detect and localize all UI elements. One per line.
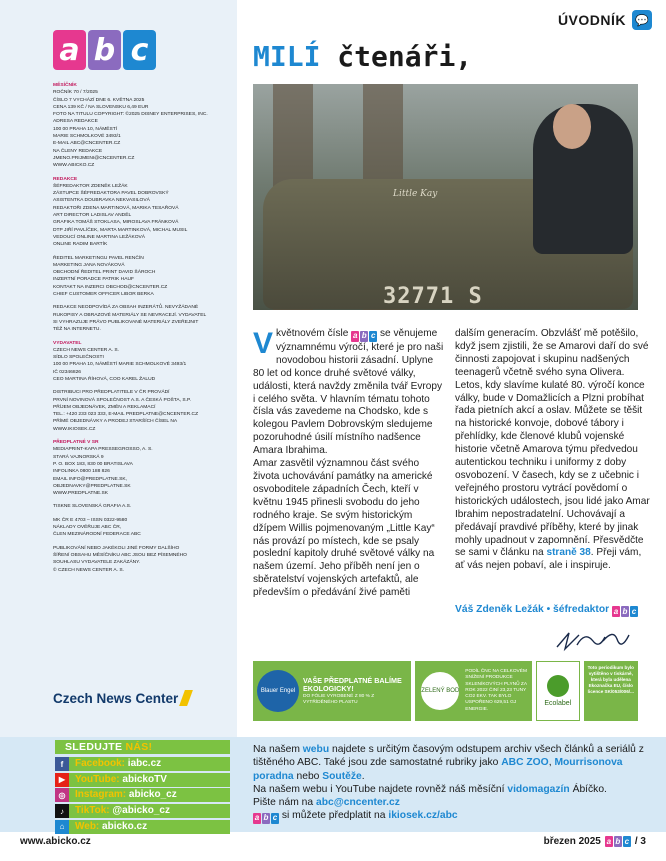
imprint-block [53, 304, 231, 333]
imprint-block [53, 439, 231, 497]
imprint-line: INZERTNÍ PORADCE PATRIK HAUF [53, 277, 134, 283]
imprint-block [53, 176, 231, 249]
imprint-line: CENA 139 KČ / NA SLOVENSKU 6,49 EUR [53, 104, 149, 110]
imprint-line: 100 00 PRAHA 10, NÁMĚSTÍ [53, 126, 118, 132]
jeep-script-label: Little Kay [393, 189, 438, 199]
cnc-slash-icon [179, 690, 193, 706]
ecolabel-badge: Ecolabel [536, 661, 580, 721]
imprint-line: CEO MARTINA ŘÍHOVÁ, COO KAREL ŽALUD [53, 376, 156, 382]
imprint-line: OBCHODNÍ ŘEDITEL PRINT DAVID ŠÁROCH [53, 270, 156, 276]
page-number: / 3 [634, 836, 646, 847]
article-column-2: dalším generacím. Obzvlášť mě potěšilo, když jsem zjistili, že se Amarovi daří do své činnosti zapojovat i skupinu nadšených teenagerů včetně svého syna Olivera. Letos, kdy slavíme kulaté 80. výročí konce války, bude v Domažlicích a Plzni probíhat řada pietních akcí a oslav. Můžete se těšit na historické konvoje, dobové tábory i přehlídky, kde členové klubů vojenské historie včetně Amarova týmu předvedou autentickou techniku i uniformy z doby osvobození. V časech, kdy se z učebnic i veřejného prostoru vytrácí povědomí o historických událostech, jsou lidé jako Amar Ibrahim nepostradatelní. Uchovávají a předávají pravdivé příběhy, které by jinak mohly upadnout v zapomnění. Přesvědčte se sami v článku na straně 38. Přeji vám, ať vás nejen pobaví, ale i inspiruje. [455, 328, 650, 572]
vidomagazin-link[interactable]: vidomagazín [507, 783, 570, 795]
imprint-block [53, 545, 231, 574]
green-dot-icon: ZELENÝ BOD [419, 670, 461, 712]
social-link-tiktok[interactable]: ♪ TikTok: @abicko_cz [55, 804, 230, 818]
imprint-line: SI VYHRAZUJE PRÁVO PUBLIKOVANÉ MATERIÁLY ZVEŘEJNIT [53, 319, 199, 325]
imprint-line: MARIE SCHMOLKOVÉ 3493/1 [53, 134, 121, 140]
imprint-line: MARKETING JANA NOVÁKOVÁ [53, 262, 125, 268]
follow-us-header: SLEDUJTE NÁS! [55, 740, 230, 754]
imprint-line: REDAKCE NEODPOVÍDÁ ZA OBSAH INZERÁTŮ. NEVYŽÁDANÉ [53, 305, 199, 311]
social-link-youtube[interactable]: ▶ YouTube: abickoTV [55, 773, 230, 787]
facebook-icon: f [55, 757, 69, 771]
imprint-line: ROČNÍK 70 / 7/2025 [53, 90, 98, 96]
imprint-line: SÍDLO SPOLEČNOSTI [53, 355, 104, 361]
imprint-line: REDAKTOŘI ZDENA MARTINOVÁ, MARIKA TESAŘOVÁ [53, 205, 179, 211]
czech-news-center-logo: Czech News Center [53, 690, 190, 706]
imprint-line: PŘÍJEM OBJEDNÁVEK, ZMĚN A REKLAMACÍ [53, 404, 156, 410]
imprint-block [53, 82, 231, 170]
imprint-line: © CZECH NEWS CENTER A. S. [53, 567, 124, 573]
imprint-line: ŠÉFREDAKTOR ZDENĚK LEŽÁK [53, 183, 128, 189]
imprint-line: TISKNE SLOVENSKÁ GRAFIA A.S. [53, 504, 132, 510]
imprint-line: ONLINE RADIM BARTÍK [53, 242, 108, 248]
social-link-facebook[interactable]: f Facebook: iabc.cz [55, 757, 230, 771]
imprint-line: WWW.ABICKO.CZ [53, 163, 95, 169]
speech-bubble-icon: 💬 [632, 10, 652, 30]
imprint-heading: PŘEDPLATNÉ V SR [53, 440, 99, 446]
imprint-line: ART DIRECTOR LADISLAV ANDĚL [53, 213, 132, 219]
section-label: ÚVODNÍK 💬 [558, 10, 652, 30]
imprint-line: ADRESA REDAKCE [53, 119, 98, 125]
abc-mini-logo: a b c [352, 331, 376, 340]
person-head-shape [553, 104, 591, 149]
imprint-line: WWW.PREDPLATNE.SK [53, 491, 109, 497]
imprint-line: PUBLIKOVÁNÍ NEBO JAKÉKOLI JINÉ FORMY DALŠÍHO [53, 545, 180, 551]
abc-mini-logo: a b c [254, 813, 278, 823]
imprint-line: GRAFIKA TOMÁŠ STOKLASA, MIROSLAVA FRÁNKOVÁ [53, 220, 179, 226]
youtube-icon: ▶ [55, 773, 69, 787]
email-link[interactable]: abc@cncenter.cz [315, 797, 400, 809]
jeep-plate: 32771 S [383, 284, 483, 309]
imprint-block [53, 255, 231, 299]
mourrison-link[interactable]: Mourrisonova poradna [253, 757, 623, 782]
imprint-line: ASISTENTKA DOUBRAVKA NEKVASILOVÁ [53, 198, 150, 204]
imprint-line: OBJEDNAVKY@PREDPLATNE.SK [53, 483, 131, 489]
imprint-line: MK ČR E 4703 – ISSN 0322-9580 [53, 517, 128, 523]
editor-signature-line: Váš Zdeněk Ležák • šéfredaktor a b c [455, 604, 637, 616]
imprint-line: PŘÍMÉ OBJEDNÁVKY A PRODEJ STARŠÍCH ČÍSEL NA [53, 419, 178, 425]
imprint-line: INFOLINKA 0800 188 826 [53, 469, 110, 475]
social-link-web[interactable]: ⌂ Web: abicko.cz [55, 820, 230, 834]
web-icon: ⌂ [55, 820, 69, 834]
page-title: MILÍ čtenáři, [253, 40, 473, 73]
imprint-line: SOUHLASU VYDAVATELE ZAKÁZÁNY. [53, 560, 141, 566]
tiktok-icon: ♪ [55, 804, 69, 818]
souteze-link[interactable]: Soutěže [322, 770, 362, 782]
imprint-line: DTP JIŘÍ PAVLÍČEK, MARTA MARTINKOVÁ, MICHAL MUSIL [53, 227, 188, 233]
imprint-line: E-MAIL ABC@CNCENTER.CZ [53, 141, 121, 147]
imprint-text [53, 82, 231, 580]
imprint-line: TÉŽ NA INTERNETU. [53, 327, 101, 333]
imprint-line: 100 00 PRAHA 10, NÁMĚSTÍ MARIE SCHMOLKOVÉ 3493/1 [53, 362, 187, 368]
article-column-1: V květnovém čísle a b c se věnujeme významnému výročí, které je pro naši novodobou historii zásadní. Uplyne 80 let od konce druhé světové války, události, která navždy změnila tvář Evropy i celého světa. V hlavním tématu tohoto čísla vás zavedeme na Chodsko, kde s kolegou Pavlem Dobrovským sledujeme pozoruhodné úsilí místního nadšence Amara Ibrahima. Amar zasvětil významnou část svého života uchovávání památky na americké osvoboditele západních Čech, kteří v květnu 1945 přinesli svobodu do jeho rodného kraje. Se svým historickým džípem Willis pojmenovaným „Little Kay“ nás provází po místech, kde se psaly poslední kapitoly druhé světové války na našem území. Jeho příběh není jen o sběratelství vojenských artefaktů, ale především o předávání živé paměti [253, 327, 444, 599]
abc-mini-logo: a b c [606, 837, 630, 846]
abc-logo: a b c [53, 30, 156, 70]
eco-packaging-badge: Blauer Engel VAŠE PŘEDPLATNÉ BALÍME EKOLOGICKY! DO FÓLIE VYROBENÉ Z 80 % Z VYTŘÍDĚNÉHO PLASTU [253, 661, 411, 721]
imprint-line: KONTAKT NA INZERCI OBCHOD@CNCENTER.CZ [53, 284, 168, 290]
handwritten-signature [555, 627, 635, 653]
imprint-line: CZECH NEWS CENTER A. S. [53, 347, 120, 353]
imprint-line: P. O. BOX 183, 830 00 BRATISLAVA [53, 461, 133, 467]
imprint-heading: VYDAVATEL [53, 340, 82, 346]
imprint-block [53, 517, 231, 539]
eco-badges [253, 661, 638, 721]
editor-photo [253, 84, 638, 310]
imprint-line: ZÁSTUPCE ŠÉFREDAKTORA PAVEL DOBROVSKÝ [53, 191, 169, 197]
imprint-line: PRVNÍ NOVINOVÁ SPOLEČNOST A.S. A ČESKÁ POŠTA, S.P. [53, 397, 191, 403]
imprint-line: FOTO NA TITULU COPYRIGHT: ©2025 DISNEY ENTERPRISES, INC. [53, 112, 208, 118]
imprint-line: ŠÍŘENÍ OBSAHU MĚSÍČNÍKU ABC JSOU BEZ PÍSEMNÉHO [53, 552, 187, 558]
imprint-block [53, 503, 231, 510]
web-info-text: Na našem webu najdete s určitým časovým odstupem archiv všech článků a seriálů z tištěného ABC. Také jsou zde samostatné rubriky jako ABC ZOO, Mourrisonova poradna nebo Soutěže. Na našem webu i YouTube najdete rovněž náš měsíční vidomagazín Ábíčko. Pište nám na abc@cncenter.cz a b c si můžete předplatit na ikiosek.cz/abc [253, 744, 644, 823]
imprint-line: NA ČLENY REDAKCE [53, 148, 103, 154]
imprint-line: VEDOUCÍ ONLINE MARTINA LEŽÁKOVÁ [53, 234, 146, 240]
imprint-line: ŘEDITEL MARKETINGU PAVEL RENČÍN [53, 255, 144, 261]
imprint-line: STARÁ VAJNORSKÁ 9 [53, 454, 104, 460]
social-link-instagram[interactable]: ◎ Instagram: abicko_cz [55, 788, 230, 802]
imprint-line: RUKOPISY A OBRAZOVÉ MATERIÁLY SE NEVRACEJÍ. VYDAVATEL [53, 312, 207, 318]
footer-url[interactable]: www.abicko.cz [20, 836, 91, 847]
imprint-line: JMENO.PRIJMENI@CNCENTER.CZ [53, 155, 135, 161]
imprint-block [53, 340, 231, 384]
follow-us-box [55, 740, 230, 835]
eu-flower-icon [547, 675, 569, 697]
imprint-line: MEDIAPRINT-KAPA PRESSEGROSSO, A. S. [53, 447, 153, 453]
imprint-line: IČ 02346826 [53, 369, 82, 375]
imprint-line: ČLEN MEZINÁRODNÍ FEDERACE ABC [53, 532, 141, 538]
imprint-heading: REDAKCE [53, 176, 78, 182]
abc-zoo-link[interactable]: ABC ZOO [501, 757, 549, 769]
ecolabel-note: Toto periodikum bylo vytištěno v tiskárně, která byla udělena Ekoznačka EU, číslo licence SK/053/006/... [584, 661, 638, 721]
blue-angel-icon: Blauer Engel [257, 670, 299, 712]
instagram-icon: ◎ [55, 788, 69, 802]
imprint-block [53, 389, 231, 433]
imprint-line: ČÍSLO 7 VYCHÁZÍ DNE 6. KVĚTNA 2025 [53, 97, 145, 103]
web-link[interactable]: webu [302, 744, 330, 755]
page-reference-link[interactable]: straně 38 [546, 547, 591, 559]
drop-cap: V [253, 327, 274, 360]
page-footer: www.abicko.cz březen 2025 a b c / 3 [20, 836, 646, 847]
imprint-line: EMAIL INFO@PREDPLATNE.SK, [53, 476, 127, 482]
imprint-line: DISTRIBUCI PRO PŘEDPLATITELE V ČR PROVÁDÍ [53, 390, 170, 396]
imprint-line: CHIEF CUSTOMER OFFICER LIBOR BERKA [53, 292, 154, 298]
imprint-sidebar [0, 0, 237, 737]
imprint-line: TEL.: +420 233 023 333, E-MAIL PREDPLATNE@CNCENTER.CZ [53, 412, 199, 418]
emissions-badge: ZELENÝ BOD PODÍL ČNC NA CELKOVÉM SNÍŽENÍ PRODUKCE SKLENÍKOVÝCH PLYNŮ ZA ROK 2022 ČINÍ 23,23 TUNY CO2 EKV. TAK BYLO USPOŘENO 629,51 GJ ENERGIE. [415, 661, 532, 721]
abc-mini-logo: a b c [613, 607, 637, 616]
imprint-heading: MĚSÍČNÍK [53, 83, 77, 88]
imprint-line: NÁKLADY OVĚŘUJE ABC ČR, [53, 525, 122, 531]
imprint-line: WWW.IKIOSEK.CZ [53, 426, 96, 432]
ikiosek-link[interactable]: ikiosek.cz/abc [388, 810, 458, 822]
